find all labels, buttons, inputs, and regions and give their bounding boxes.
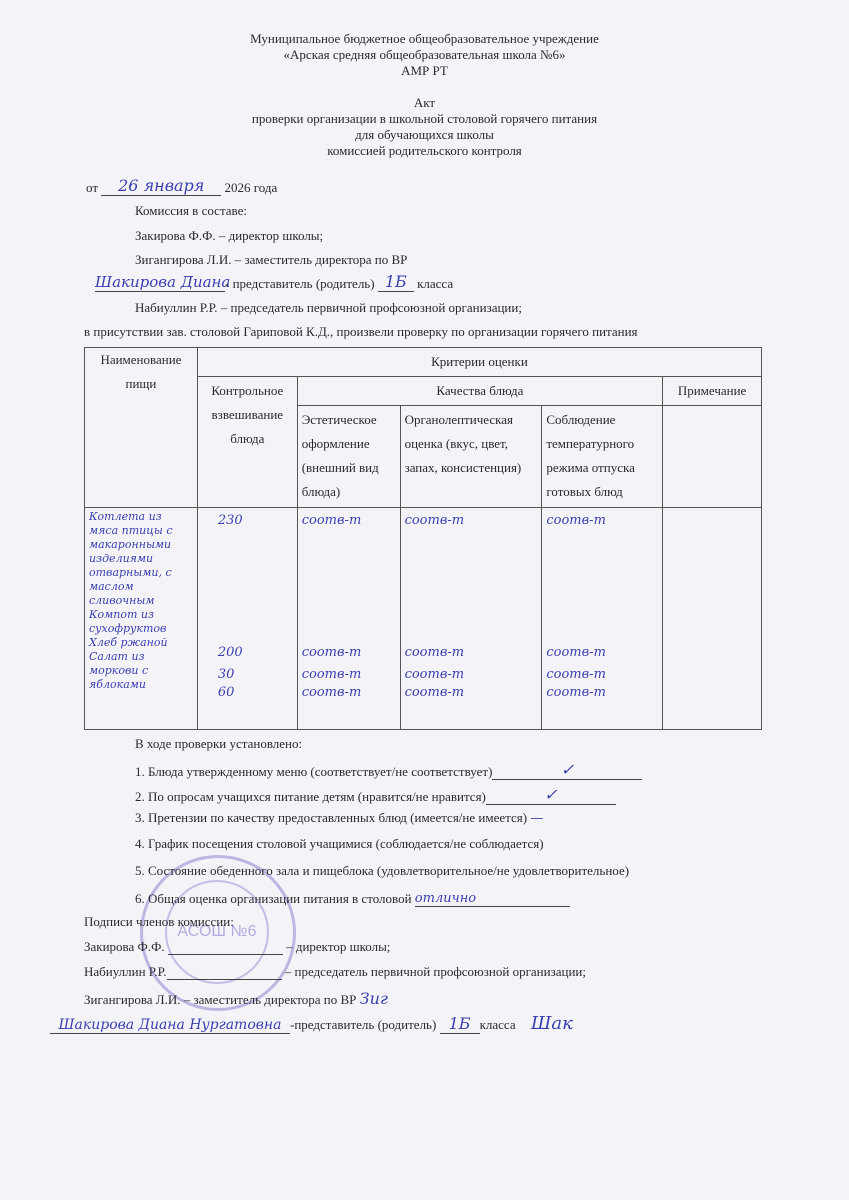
finding-answer: ✓ [486, 785, 616, 805]
title-line-3: комиссией родительского контроля [327, 143, 522, 158]
org-line-1: Муниципальное бюджетное общеобразовательное учреждение [250, 31, 599, 46]
doc-type: Акт [413, 95, 436, 110]
signer-role: – директор школы; [286, 939, 391, 954]
handwritten-signature: Шак [530, 1013, 573, 1034]
signature-1 [84, 938, 390, 955]
evaluation-table [84, 347, 762, 730]
org-line-2: «Арская средняя общеобразовательная школа №6» [283, 47, 566, 62]
finding-text: 6. Общая оценка организации питания в столовой [135, 891, 412, 906]
temperature-value: соотв-т [546, 645, 606, 660]
dish-name: Котлета из мяса птицы с макаронными изделиями отварными, с маслом сливочным [89, 510, 173, 607]
finding-text: 1. Блюда утвержденному меню (соответствует/не соответствует) [135, 764, 493, 779]
dish-names [85, 508, 198, 730]
header-organoleptic: Органолептическая оценка (вкус, цвет, запах, консистенция) [400, 406, 542, 508]
finding-answer: ✓ [492, 760, 642, 780]
dish-name: Компот из сухофруктов [89, 608, 167, 635]
dish-name: Хлеб ржаной [89, 636, 168, 649]
date-prefix: от [86, 180, 99, 195]
title-line-1: проверки организации в школьной столовой горячего питания [251, 111, 598, 126]
commission-member-4: Набиуллин Р.Р. – председатель первичной профсоюзной организации; [135, 300, 522, 315]
presence-line: в присутствии зав. столовой Гариповой К.Д., произвели проверку по организации горячего питания [84, 324, 638, 339]
temperature-values [542, 508, 663, 730]
weight-value: 60 [217, 685, 235, 700]
date-line [86, 176, 277, 196]
temperature-value: соотв-т [546, 685, 606, 700]
class-word: класса [417, 276, 454, 291]
parent-class: 1Б [378, 272, 414, 292]
finding-6 [135, 891, 570, 907]
signer-name: Закирова Ф.Ф. [84, 939, 165, 954]
class-word: класса [479, 1017, 516, 1032]
organoleptic-value: соотв-т [404, 513, 465, 528]
header-note: Примечание [663, 377, 762, 406]
finding-5: 5. Состояние обеденного зала и пищеблока (удовлетворительное/не удовлетворительное) [135, 863, 630, 878]
finding-4: 4. График посещения столовой учащимися (соблюдается/не соблюдается) [135, 836, 544, 851]
signer-role: – председатель первичной профсоюзной организации; [284, 964, 586, 979]
signer-line: Зигангирова Л.И. – заместитель директора по ВР [84, 992, 357, 1007]
parent-role: - представитель (родитель) [225, 276, 375, 291]
header-temperature: Соблюдение температурного режима отпуска готовых блюд [542, 406, 663, 508]
aesthetic-value: соотв-т [301, 685, 362, 700]
header-aesthetic: Эстетическое оформление (внешний вид блюда) [297, 406, 400, 508]
signer-name: Набиуллин Р.Р. [84, 964, 167, 979]
table-row [85, 508, 762, 730]
signer-name: Шакирова Диана Нургатовна [50, 1017, 290, 1034]
finding-answer: отлично [415, 891, 570, 907]
temperature-value: соотв-т [546, 667, 606, 682]
weight-value: 30 [217, 667, 235, 682]
org-line-3: АМР РТ [401, 63, 448, 78]
finding-text: 3. Претензии по качеству предоставленных блюд (имеется/не имеется) [135, 810, 528, 825]
aesthetic-value: соотв-т [301, 513, 362, 528]
header-weight: Контрольное взвешивание блюда [197, 377, 297, 508]
aesthetic-value: соотв-т [301, 667, 362, 682]
organoleptic-value: соотв-т [404, 645, 465, 660]
weight-value: 200 [217, 645, 243, 660]
weight-value: 230 [217, 513, 243, 528]
organoleptic-value: соотв-т [404, 685, 465, 700]
stamp-text: АСОШ №6 [165, 880, 269, 984]
handwritten-signature: Зиг [359, 989, 388, 1008]
header-dish-name: Наименование пищи [85, 348, 198, 508]
signature-3 [84, 989, 388, 1008]
finding-2 [135, 785, 616, 805]
signature-2 [84, 963, 586, 980]
aesthetic-value: соотв-т [301, 645, 362, 660]
date-year: 2026 [224, 180, 251, 195]
date-day-month: 26 января [101, 176, 221, 196]
title-line-2: для обучающихся школы [355, 127, 494, 142]
signer-role: -представитель (родитель) [290, 1017, 437, 1032]
commission-member-2: Зигангирова Л.И. – заместитель директора по ВР [135, 252, 408, 267]
commission-intro: Комиссия в составе: [135, 203, 247, 218]
date-suffix: года [253, 180, 278, 195]
header-criteria: Критерии оценки [197, 348, 761, 377]
signer-class: 1Б [440, 1014, 480, 1034]
finding-3 [135, 810, 543, 826]
signatures-title: Подписи членов комиссии: [84, 914, 234, 929]
findings-intro: В ходе проверки установлено: [135, 736, 303, 751]
organoleptic-value: соотв-т [404, 667, 465, 682]
header-quality: Качества блюда [297, 377, 662, 406]
finding-1 [135, 760, 642, 780]
finding-answer: — [530, 811, 544, 826]
organoleptic-values [400, 508, 542, 730]
note-values [663, 508, 762, 730]
parent-name: Шакирова Диана [95, 273, 231, 291]
weights [197, 508, 297, 730]
aesthetic-values [297, 508, 400, 730]
commission-parent [95, 272, 453, 292]
temperature-value: соотв-т [546, 513, 606, 528]
header-note-empty [663, 406, 762, 508]
commission-member-1: Закирова Ф.Ф. – директор школы; [135, 228, 324, 243]
finding-text: 2. По опросам учащихся питание детям (нравится/не нравится) [135, 789, 486, 804]
dish-name: Салат из моркови с яблоками [89, 650, 149, 691]
signature-4 [50, 1013, 573, 1034]
